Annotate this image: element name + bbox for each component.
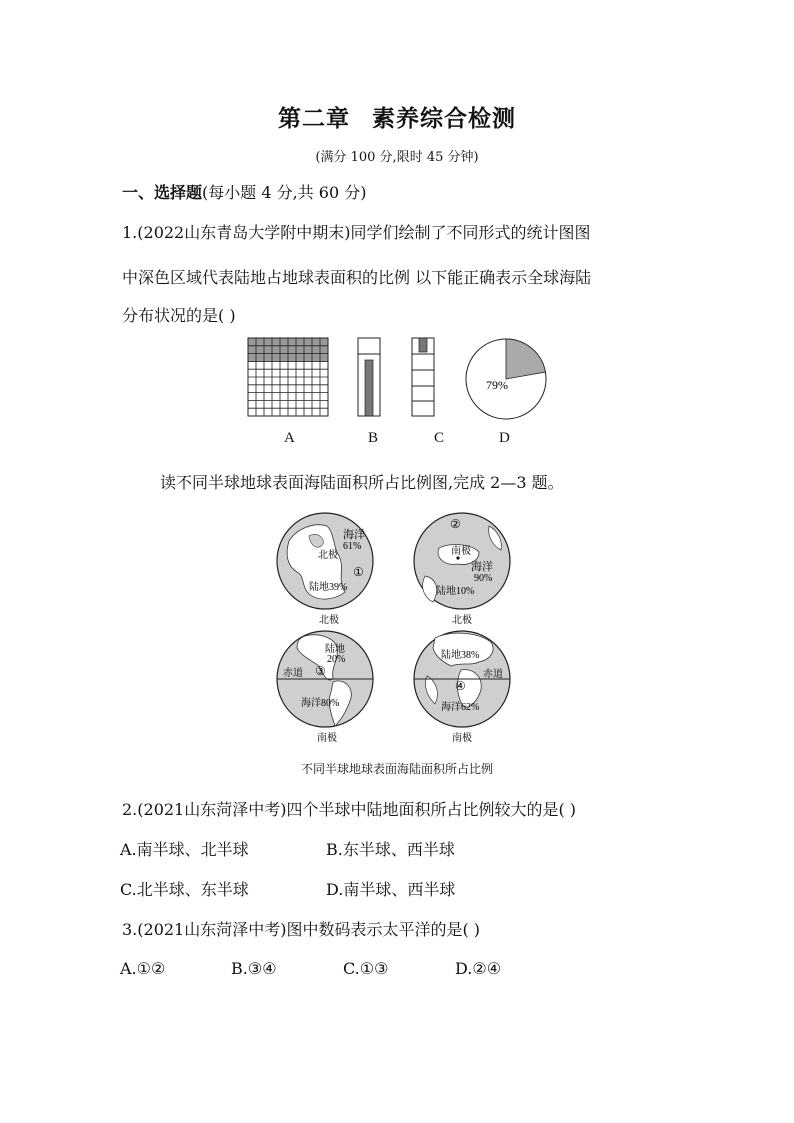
g3-below-label: 南极 <box>317 733 337 744</box>
option-label-a: A <box>284 430 295 446</box>
section-heading <box>122 180 366 203</box>
q3-stem: 3.(2021山东菏泽中考)图中数码表示太平洋的是( ) <box>122 920 481 939</box>
exam-subtitle: (满分 100 分,限时 45 分钟) <box>315 150 479 165</box>
option-label-b: B <box>368 430 379 446</box>
chapter-label: 第二章 <box>278 106 350 132</box>
g1-number: ① <box>353 565 364 579</box>
q2-stem: 2.(2021山东菏泽中考)四个半球中陆地面积所占比例较大的是( ) <box>122 800 577 819</box>
g2-land-label: 陆地10% <box>436 586 475 597</box>
page-title <box>0 100 794 133</box>
q2-option-b: B.东半球、西半球 <box>326 840 455 859</box>
q3-option-d: D.②④ <box>455 959 502 978</box>
g1-pole-label: 北极 <box>318 550 338 561</box>
q3-option-c: C.①③ <box>343 959 389 978</box>
section-title: 一、选择题 <box>122 183 203 202</box>
g1-ocean-label: 海洋 <box>343 529 365 541</box>
g2-below-label: 北极 <box>452 615 472 626</box>
g3-land-pct: 20% <box>327 654 346 665</box>
g3-ocean-label: 海洋80% <box>301 698 340 709</box>
globe-2 <box>414 513 510 609</box>
option-a-grid <box>248 338 328 416</box>
q3-option-a: A.①② <box>120 959 166 978</box>
g4-ocean-label: 海洋62% <box>441 702 480 713</box>
g2-number: ② <box>450 517 461 531</box>
g1-below-label: 北极 <box>319 615 339 626</box>
g4-below-label: 南极 <box>452 733 472 744</box>
g4-land-label: 陆地38% <box>441 650 480 661</box>
chapter-title: 素养综合检测 <box>372 106 516 132</box>
option-label-c: C <box>434 430 445 446</box>
g1-land-label: 陆地39% <box>309 582 348 593</box>
option-c-bar <box>412 338 434 416</box>
pie-percent-label: 79% <box>486 378 508 392</box>
q2-option-c: C.北半球、东半球 <box>120 880 249 899</box>
option-b-bar <box>358 338 380 416</box>
hemispheres-figure <box>275 506 525 756</box>
section-note: (每小题 4 分,共 60 分) <box>202 183 367 202</box>
g2-ocean-label: 海洋 <box>471 561 493 573</box>
g2-pole-label: 南极 <box>451 546 471 557</box>
q1-line-1: 1.(2022山东青岛大学附中期末)同学们绘制了不同形式的统计图图 <box>122 223 591 242</box>
q1-line-2: 中深色区域代表陆地占地球表面积的比例 以下能正确表示全球海陆 <box>122 268 592 287</box>
figure-caption: 不同半球地球表面海陆面积所占比例 <box>300 762 493 776</box>
g4-number: ④ <box>455 679 466 693</box>
globe-4 <box>414 631 510 727</box>
globe-1 <box>277 513 373 609</box>
g3-number: ③ <box>315 664 326 678</box>
g3-land-label: 陆地 <box>325 644 345 655</box>
g4-equator-label: 赤道 <box>483 669 503 680</box>
q1-line-3: 分布状况的是( ) <box>122 306 236 325</box>
q1-option-figures <box>240 336 560 421</box>
figure-intro: 读不同半球地球表面海陆面积所占比例图,完成 2—3 题。 <box>160 473 564 492</box>
option-d-pie <box>466 339 546 419</box>
g3-equator-label: 赤道 <box>283 668 303 679</box>
q3-option-b: B.③④ <box>231 959 277 978</box>
g1-ocean-pct: 61% <box>343 541 362 552</box>
q2-option-a: A.南半球、北半球 <box>120 840 249 859</box>
option-label-d: D <box>499 430 510 446</box>
q2-option-d: D.南半球、西半球 <box>326 880 456 899</box>
globe-3 <box>277 631 373 727</box>
g2-ocean-pct: 90% <box>474 573 493 584</box>
